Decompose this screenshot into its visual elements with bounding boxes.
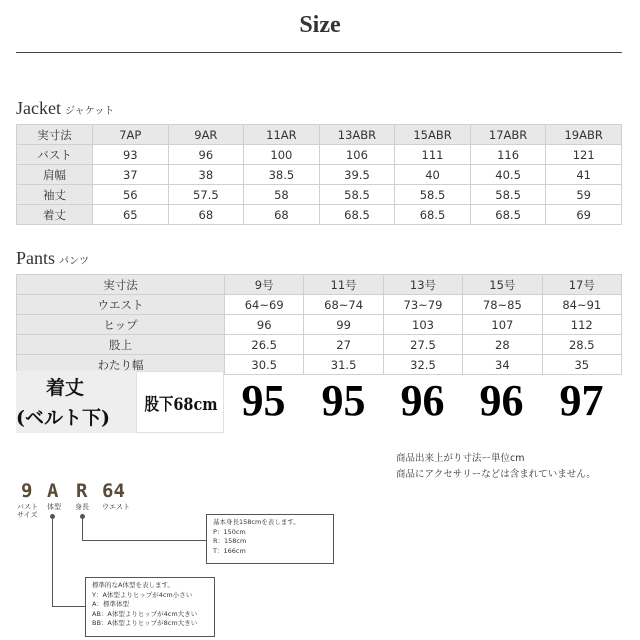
length-value-13: 96 <box>400 376 445 425</box>
jacket-row-label: 肩幅 <box>17 165 93 185</box>
pants-heading-en: Pants <box>16 248 56 268</box>
jacket-value-cell: 116 <box>470 145 546 165</box>
height-box-line-2: P：150cm <box>213 527 246 536</box>
jacket-value-cell: 38 <box>168 165 244 185</box>
pants-row-label: ヒップ <box>17 315 225 335</box>
pants-value-cell: 112 <box>542 315 621 335</box>
length-value-17: 97 <box>559 376 604 425</box>
jacket-row-label: 袖丈 <box>17 185 93 205</box>
body-type-explanation-box <box>85 577 215 637</box>
pants-length-row <box>16 371 622 435</box>
table-row <box>17 315 622 335</box>
height-connector-horizontal <box>82 540 206 541</box>
pants-header-cell: 9号 <box>225 275 304 295</box>
jacket-value-cell: 68.5 <box>470 205 546 225</box>
code-type: A <box>47 480 59 502</box>
pants-row-label: 股上 <box>17 335 225 355</box>
pants-value-cell: 27.5 <box>383 335 462 355</box>
pants-heading <box>16 248 89 269</box>
jacket-header-cell: 15ABR <box>395 125 471 145</box>
jacket-value-cell: 68 <box>244 205 320 225</box>
table-row <box>17 165 622 185</box>
pants-row-label: ウエスト <box>17 295 225 315</box>
pants-value-cell: 26.5 <box>225 335 304 355</box>
table-row <box>17 145 622 165</box>
jacket-row-label: バスト <box>17 145 93 165</box>
caption-bust-size <box>17 503 38 519</box>
height-box-line-1: 基本身長158cmを表します。 <box>213 518 300 526</box>
pants-value-cell: 64~69 <box>225 295 304 315</box>
jacket-value-cell: 59 <box>546 185 622 205</box>
jacket-value-cell: 68 <box>168 205 244 225</box>
jacket-value-cell: 93 <box>93 145 169 165</box>
jacket-header-cell: 実寸法 <box>17 125 93 145</box>
pants-value-cell: 28 <box>463 335 542 355</box>
height-explanation-box <box>206 514 334 564</box>
pants-value-cell: 107 <box>463 315 542 335</box>
code-height: R <box>76 480 88 502</box>
jacket-value-cell: 65 <box>93 205 169 225</box>
caption-waist: ウエスト <box>102 503 130 511</box>
code-waist: 64 <box>102 480 125 502</box>
type-connector-horizontal <box>52 606 85 607</box>
jacket-value-cell: 41 <box>546 165 622 185</box>
jacket-value-cell: 58.5 <box>470 185 546 205</box>
type-box-line-1: 標準的なA体型を表します。 <box>92 581 174 589</box>
pants-value-cell: 27 <box>304 335 383 355</box>
length-value-15: 96 <box>479 376 524 425</box>
jacket-value-cell: 58.5 <box>395 185 471 205</box>
pants-value-cell: 68~74 <box>304 295 383 315</box>
jacket-value-cell: 111 <box>395 145 471 165</box>
pants-value-cell: 96 <box>225 315 304 335</box>
type-connector-vertical <box>52 517 53 607</box>
table-row <box>17 205 622 225</box>
pants-header-cell: 実寸法 <box>17 275 225 295</box>
pants-header-cell: 15号 <box>463 275 542 295</box>
pants-value-cell: 32.5 <box>383 355 462 375</box>
caption-body-type: 体型 <box>47 503 61 511</box>
pants-value-cell: 84~91 <box>542 295 621 315</box>
jacket-row-label: 着丈 <box>17 205 93 225</box>
jacket-heading <box>16 98 114 119</box>
code-bust: 9 <box>21 480 33 502</box>
type-box-line-3: A：標準体型 <box>92 600 129 608</box>
inseam-cell <box>136 371 224 433</box>
jacket-value-cell: 58 <box>244 185 320 205</box>
pants-header-cell: 13号 <box>383 275 462 295</box>
pants-size-table <box>16 274 622 375</box>
jacket-value-cell: 57.5 <box>168 185 244 205</box>
jacket-value-cell: 69 <box>546 205 622 225</box>
jacket-size-table <box>16 124 622 225</box>
jacket-value-cell: 68.5 <box>395 205 471 225</box>
pants-value-cell: 73~79 <box>383 295 462 315</box>
pants-length-label <box>16 371 136 433</box>
title-divider <box>16 52 622 53</box>
table-row <box>17 295 622 315</box>
pants-value-cell: 28.5 <box>542 335 621 355</box>
jacket-value-cell: 106 <box>319 145 395 165</box>
jacket-value-cell: 40.5 <box>470 165 546 185</box>
caption-bust-size-text: バスト サイズ <box>17 503 38 519</box>
jacket-value-cell: 38.5 <box>244 165 320 185</box>
jacket-header-row <box>17 125 622 145</box>
height-connector-vertical <box>82 517 83 541</box>
length-value-9: 95 <box>241 376 286 425</box>
pants-header-row <box>17 275 622 295</box>
jacket-heading-jp: ジャケット <box>64 106 115 117</box>
jacket-value-cell: 96 <box>168 145 244 165</box>
jacket-value-cell: 39.5 <box>319 165 395 185</box>
pants-value-cell: 30.5 <box>225 355 304 375</box>
jacket-header-cell: 19ABR <box>546 125 622 145</box>
jacket-header-cell: 11AR <box>244 125 320 145</box>
pants-value-cell: 35 <box>542 355 621 375</box>
caption-height: 身長 <box>75 503 89 511</box>
jacket-heading-en: Jacket <box>16 98 61 118</box>
jacket-value-cell: 56 <box>93 185 169 205</box>
accessory-note: 商品にアクセサリーなどは含まれていません。 <box>396 469 596 480</box>
unit-note: 商品出来上がり寸法ー単位cm <box>396 453 525 464</box>
length-label: 着丈 <box>46 377 85 399</box>
pants-header-cell: 17号 <box>542 275 621 295</box>
length-value-11: 95 <box>321 376 366 425</box>
jacket-value-cell: 100 <box>244 145 320 165</box>
pants-value-cell: 103 <box>383 315 462 335</box>
type-box-line-5: BB：A体型よりヒップが8cm大きい <box>92 619 198 627</box>
pants-header-cell: 11号 <box>304 275 383 295</box>
page-title: Size <box>299 12 341 38</box>
jacket-header-cell: 7AP <box>93 125 169 145</box>
type-box-line-4: AB：A体型よりヒップが4cm大きい <box>92 609 198 618</box>
pants-row-label: わたり幅 <box>17 355 225 375</box>
pants-value-cell: 31.5 <box>304 355 383 375</box>
inseam-label: 股下68cm <box>144 395 218 415</box>
table-row <box>17 185 622 205</box>
jacket-header-cell: 17ABR <box>470 125 546 145</box>
table-row <box>17 335 622 355</box>
pants-value-cell: 99 <box>304 315 383 335</box>
pants-heading-jp: パンツ <box>59 256 90 267</box>
pants-value-cell: 34 <box>463 355 542 375</box>
jacket-value-cell: 40 <box>395 165 471 185</box>
type-box-line-2: Y：A体型よりヒップが4cm小さい <box>92 590 193 599</box>
jacket-header-cell: 13ABR <box>319 125 395 145</box>
jacket-value-cell: 58.5 <box>319 185 395 205</box>
below-belt-label: (ベルト下) <box>16 407 110 429</box>
height-box-line-3: R：158cm <box>213 537 247 545</box>
jacket-value-cell: 68.5 <box>319 205 395 225</box>
height-box-line-4: T：166cm <box>213 546 246 555</box>
jacket-value-cell: 121 <box>546 145 622 165</box>
jacket-value-cell: 37 <box>93 165 169 185</box>
pants-value-cell: 78~85 <box>463 295 542 315</box>
jacket-header-cell: 9AR <box>168 125 244 145</box>
